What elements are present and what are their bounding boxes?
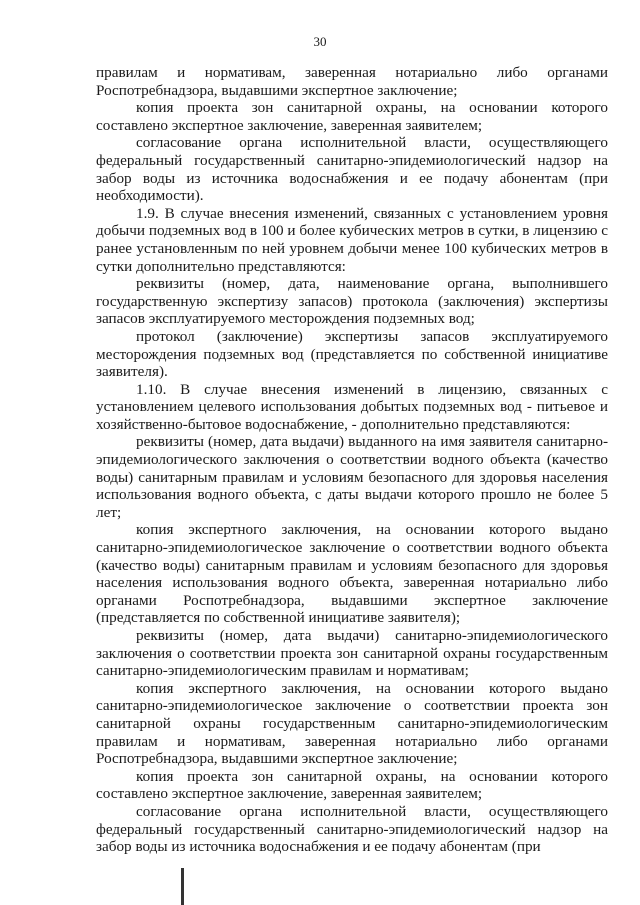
paragraph: копия экспертного заключения, на основании которого выдано санитарно-эпидемиологическое заключение о соответствии проекта зон санитарной охраны государственным санитарно-эпидемиологическим правилам и нормативам, заверенная нотариально либо органами Роспотребнадзора, выдавшими экспертное заключение;: [96, 679, 608, 768]
paragraph: согласование органа исполнительной власти, осуществляющего федеральный государственный санитарно-эпидемиологический надзор на забор воды из источника водоснабжения и ее подачу абонентам (при: [96, 802, 608, 856]
paragraph: реквизиты (номер, дата, наименование органа, выполнившего государственную экспертизу запасов) протокола (заключения) экспертизы запасов эксплуатируемого месторождения подземных вод;: [96, 275, 608, 328]
paragraph: протокол (заключение) экспертизы запасов эксплуатируемого месторождения подземных вод (представляется по собственной инициативе заявителя).: [96, 327, 608, 381]
paragraph: реквизиты (номер, дата выдачи) санитарно-эпидемиологического заключения о соответствии проекта зон санитарной охраны государственным санитарно-эпидемиологическим правилам и нормативам;: [96, 627, 608, 680]
document-body: [96, 64, 608, 856]
paragraph: 1.10. В случае внесения изменений в лицензию, связанных с установлением целевого использования добытых подземных вод - питьевое и хозяйственно-бытовое водоснабжение, - дополнительно представляются:: [96, 380, 608, 433]
paragraph: согласование органа исполнительной власти, осуществляющего федеральный государственный санитарно-эпидемиологический надзор на забор воды из источника водоснабжения и ее подачу абонентам (при необходимости).: [96, 134, 608, 205]
paragraph: реквизиты (номер, дата выдачи) выданного на имя заявителя санитарно-эпидемиологического заключения о соответствии водного объекта (качество воды) санитарным правилам и условиям безопасного для здоровья населения использования водного объекта, с даты выдачи которого прошло не более 5 лет;: [96, 433, 608, 521]
page-number: 30: [313, 34, 327, 49]
scan-margin-mark: [181, 868, 184, 905]
paragraph: правилам и нормативам, заверенная нотариально либо органами Роспотребнадзора, выдавшими экспертное заключение;: [96, 64, 608, 99]
paragraph: копия экспертного заключения, на основании которого выдано санитарно-эпидемиологическое заключение о соответствии водного объекта (качество воды) санитарным правилам и условиям безопасного для здоровья населения использования водного объекта, заверенная нотариально либо органами Роспотребнадзора, выдавшими экспертное заключение (представляется по собственной инициативе заявителя);: [96, 521, 608, 627]
paragraph: копия проекта зон санитарной охраны, на основании которого составлено экспертное заключение, заверенная заявителем;: [96, 767, 608, 803]
paragraph: 1.9. В случае внесения изменений, связанных с установлением уровня добычи подземных вод в 100 и более кубических метров в сутки, в лицензию с ранее установленным по ней уровнем добычи менее 100 кубических метров в сутки дополнительно представляются:: [96, 204, 608, 275]
paragraph: копия проекта зон санитарной охраны, на основании которого составлено экспертное заключение, заверенная заявителем;: [96, 99, 608, 134]
